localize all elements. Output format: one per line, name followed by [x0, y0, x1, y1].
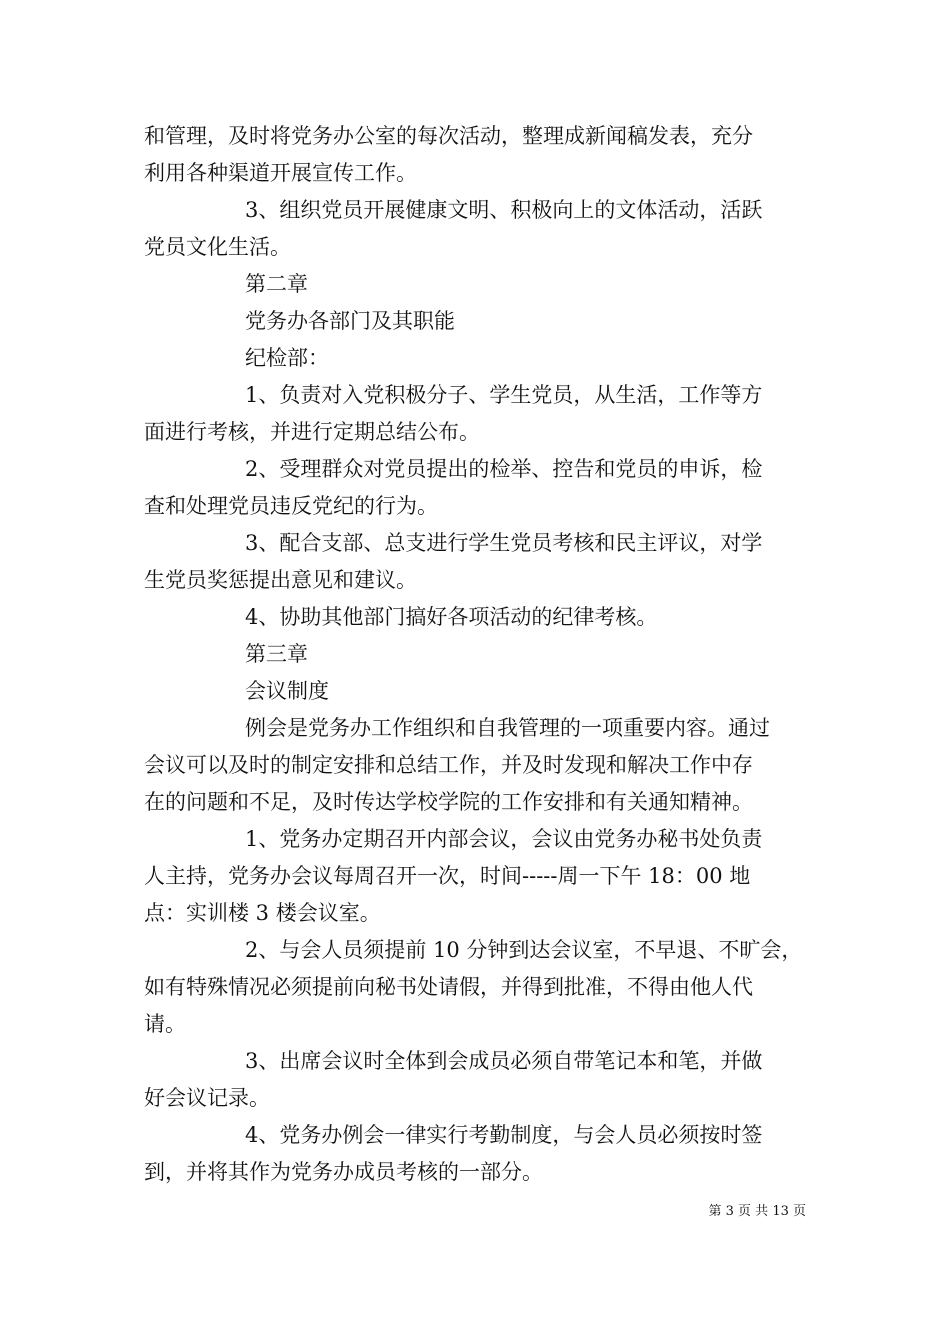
body-text [144, 118, 808, 1191]
text-line: 点：实训楼 3 楼会议室。 [144, 901, 381, 925]
text-line: 党务办各部门及其职能 [245, 309, 455, 333]
text-line: 纪检部： [245, 346, 329, 370]
text-line: 会议可以及时的制定安排和总结工作，并及时发现和解决工作中存 [144, 753, 753, 777]
text-line: 第二章 [245, 272, 308, 296]
page-number-footer: 第 3 页 共 13 页 [708, 1204, 806, 1219]
text-line: 人主持，党务办会议每周召开一次，时间-----周一下午 18：00 地 [144, 864, 751, 888]
text-line: 利用各种渠道开展宣传工作。 [144, 161, 417, 185]
text-line: 1、党务办定期召开内部会议，会议由党务办秘书处负责 [245, 827, 763, 851]
text-line: 党员文化生活。 [144, 235, 291, 259]
text-line: 和管理，及时将党务办公室的每次活动，整理成新闻稿发表，充分 [144, 124, 753, 148]
text-line: 会议制度 [245, 679, 329, 703]
text-line: 请。 [144, 1012, 186, 1036]
text-line: 到，并将其作为党务办成员考核的一部分。 [144, 1160, 543, 1184]
text-line: 2、受理群众对党员提出的检举、控告和党员的申诉，检 [245, 457, 763, 481]
text-line: 面进行考核，并进行定期总结公布。 [144, 420, 480, 444]
text-line: 好会议记录。 [144, 1086, 270, 1110]
text-line: 例会是党务办工作组织和自我管理的一项重要内容。通过 [245, 716, 770, 740]
text-line: 第三章 [245, 642, 308, 666]
text-line: 1、负责对入党积极分子、学生党员，从生活，工作等方 [245, 383, 763, 407]
text-line: 在的问题和不足，及时传达学校学院的工作安排和有关通知精神。 [144, 790, 753, 814]
text-line: 2、与会人员须提前 10 分钟到达会议室，不早退、不旷会， [245, 938, 803, 962]
text-line: 3、组织党员开展健康文明、积极向上的文体活动，活跃 [245, 198, 763, 222]
text-line: 生党员奖惩提出意见和建议。 [144, 568, 417, 592]
text-line: 4、协助其他部门搞好各项活动的纪律考核。 [245, 605, 658, 629]
text-line: 3、配合支部、总支进行学生党员考核和民主评议，对学 [245, 531, 763, 555]
text-line: 3、出席会议时全体到会成员必须自带笔记本和笔，并做 [245, 1049, 763, 1073]
text-line: 4、党务办例会一律实行考勤制度，与会人员必须按时签 [245, 1123, 763, 1147]
text-line: 查和处理党员违反党纪的行为。 [144, 494, 438, 518]
text-line: 如有特殊情况必须提前向秘书处请假，并得到批准，不得由他人代 [144, 975, 753, 999]
